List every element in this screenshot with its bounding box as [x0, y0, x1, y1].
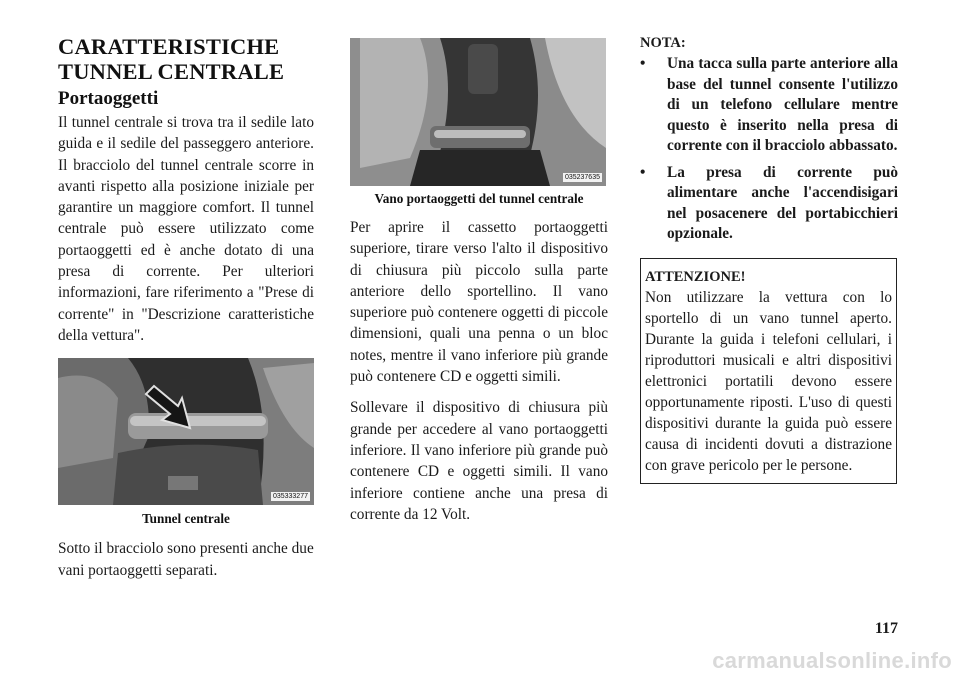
figure-code: 035237635	[564, 174, 600, 181]
figure-caption: Vano portaoggetti del tunnel centrale	[374, 191, 584, 206]
center-console-photo	[58, 358, 314, 505]
figure-caption: Tunnel centrale	[142, 511, 230, 527]
note-item-text: Una tacca sulla parte anteriore alla base del tunnel consente l'utilizzo di un telefono cellulare mentre questo è inserito nella presa di corrente con il bracciolo abbassato.	[667, 55, 898, 154]
storage-bin-illustration	[350, 38, 606, 186]
console-illustration	[58, 358, 314, 505]
middle-column	[350, 38, 608, 525]
figure-code: 035333277	[272, 493, 308, 501]
section-title-line-2: TUNNEL CENTRALE	[58, 59, 285, 84]
section-title-line-1: CARATTERISTICHE	[58, 34, 280, 59]
lower-bin-paragraph: Sollevare il dispositivo di chiusura più grande per accedere al vano portaoggetti inferiore. Il vano inferiore più grande può contenere CD e oggetti simili. Il vano inferiore contiene anche una presa di corrente da 12 Volt.	[350, 399, 608, 523]
warning-box	[640, 258, 897, 484]
note-item	[640, 54, 898, 157]
left-column	[58, 34, 314, 581]
storage-bin-photo	[350, 38, 606, 186]
warning-text: Non utilizzare la vettura con lo sportello di un vano tunnel aperto. Durante la guida i telefoni cellulari, i riproduttori musicali e altri dispositivi elettronici portatili devono essere opportunamente riposti. L'uso di questi dispositivi durante la guida può essere causa di incidenti dovuti a distrazione con grave pericolo per le persone.	[645, 288, 892, 474]
storage-paragraph: Sotto il bracciolo sono presenti anche due vani portaoggetti separati.	[58, 540, 314, 579]
note-item	[640, 163, 898, 245]
note-title: NOTA:	[640, 35, 686, 51]
intro-paragraph: Il tunnel centrale si trova tra il sedile lato guida e il sedile del passeggero anteriore. Il bracciolo del tunnel centrale scorre in avanti rispetto alla posizione iniziale per garantire un maggiore comfort. Il tunnel centrale può essere utilizzato come portaoggetti ed è anche dotato di una presa di corrente. Per ulteriori informazioni, fare riferimento a "Prese di corrente" in "Descrizione caratteristiche della vettura".	[58, 114, 314, 344]
note-list	[640, 54, 898, 245]
bullet-icon: •	[640, 55, 646, 72]
note-item-text: La presa di corrente può alimentare anche l'accendisigari nel posacenere del portabicchieri opzionale.	[667, 163, 898, 242]
bullet-icon: •	[640, 163, 646, 181]
upper-bin-paragraph: Per aprire il cassetto portaoggetti superiore, tirare verso l'alto il dispositivo di chiusura più piccolo sulla parte anteriore dello sportellino. Il vano superiore può contenere oggetti di piccole dimensioni, quali una penna o un bloc notes, mentre il vano inferiore più grande può contenere CD e oggetti simili.	[350, 219, 608, 386]
warning-title: ATTENZIONE!	[645, 268, 746, 285]
right-column	[640, 34, 898, 484]
watermark: carmanualsonline.info	[712, 648, 952, 673]
section-title	[58, 34, 314, 84]
subsection-title: Portaoggetti	[58, 88, 159, 109]
page-number: 117	[874, 620, 898, 637]
